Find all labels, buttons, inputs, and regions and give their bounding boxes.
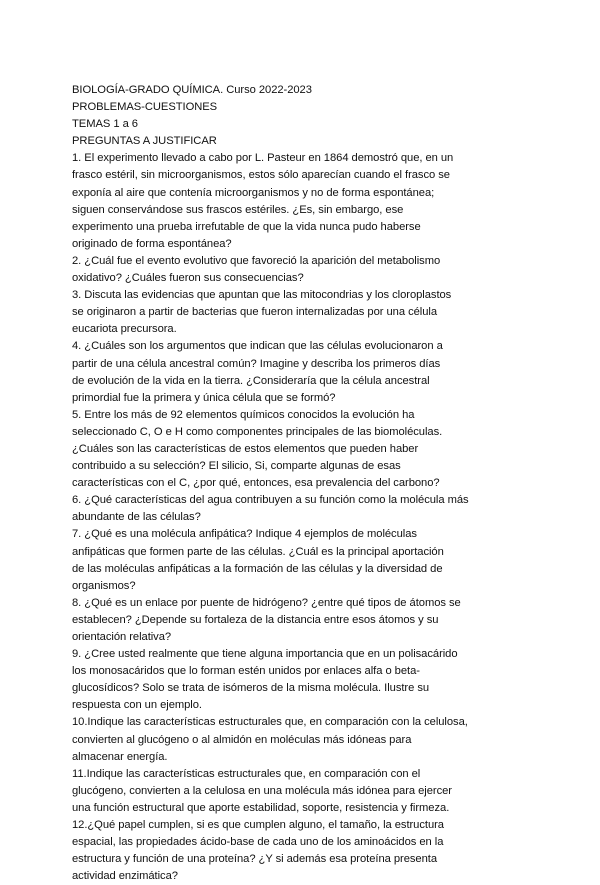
question-6 bbox=[72, 492, 542, 526]
question-line: ¿Cuáles son las características de estos elementos que pueden haber bbox=[72, 442, 419, 455]
question-line: 6. ¿Qué características del agua contribuyen a su función como la molécula más bbox=[72, 494, 469, 507]
question-line: espacial, las propiedades ácido-base de cada uno de los aminoácidos en la bbox=[72, 836, 444, 849]
question-line: estructura y función de una proteína? ¿Y si además esa proteína presenta bbox=[72, 853, 437, 866]
question-line: 10.Indique las características estructurales que, en comparación con la celulosa, bbox=[72, 716, 468, 729]
question-line: almacenar energía. bbox=[72, 750, 168, 763]
question-line: una función estructural que aporte estabilidad, soporte, resistencia y firmeza. bbox=[72, 801, 450, 814]
question-line: 11.Indique las características estructurales que, en comparación con el bbox=[72, 767, 421, 780]
section-heading: PREGUNTAS A JUSTIFICAR bbox=[72, 135, 217, 148]
document-topics: TEMAS 1 a 6 bbox=[72, 118, 138, 131]
question-7 bbox=[72, 526, 542, 594]
question-12 bbox=[72, 817, 542, 885]
question-line: de las moléculas anfipáticas a la formación de las células y la diversidad de bbox=[72, 562, 443, 575]
question-line: 3. Discuta las evidencias que apuntan que las mitocondrias y los cloroplastos bbox=[72, 289, 452, 302]
question-line: glucógeno, convierten a la celulosa en una molécula más idónea para ejercer bbox=[72, 784, 452, 797]
questions-list bbox=[72, 150, 542, 885]
question-line: establecen? ¿Depende su fortaleza de la distancia entre esos átomos y su bbox=[72, 613, 439, 626]
question-9 bbox=[72, 646, 542, 714]
question-line: 12.¿Qué papel cumplen, si es que cumplen alguno, el tamaño, la estructura bbox=[72, 819, 444, 832]
question-line: 1. El experimento llevado a cabo por L. Pasteur en 1864 demostró que, en un bbox=[72, 152, 454, 165]
question-line: 4. ¿Cuáles son los argumentos que indican que las células evolucionaron a bbox=[72, 340, 443, 353]
question-line: originado de forma espontánea? bbox=[72, 237, 232, 250]
question-line: 5. Entre los más de 92 elementos químicos conocidos la evolución ha bbox=[72, 408, 415, 421]
question-line: respuesta con un ejemplo. bbox=[72, 699, 202, 712]
question-line: abundante de las células? bbox=[72, 511, 201, 524]
question-line: partir de una célula ancestral común? Imagine y describa los primeros días bbox=[72, 357, 441, 370]
question-line: eucariota precursora. bbox=[72, 323, 177, 336]
question-line: organismos? bbox=[72, 579, 136, 592]
question-line: frasco estéril, sin microorganismos, estos sólo aparecían cuando el frasco se bbox=[72, 169, 450, 182]
question-line: 2. ¿Cuál fue el evento evolutivo que favoreció la aparición del metabolismo bbox=[72, 254, 441, 267]
question-line: actividad enzimática? bbox=[72, 870, 178, 883]
question-line: los monosacáridos que lo forman estén unidos por enlaces alfa o beta- bbox=[72, 665, 420, 678]
question-line: de evolución de la vida en la tierra. ¿Consideraría que la célula ancestral bbox=[72, 374, 430, 387]
question-line: se originaron a partir de bacterias que fueron internalizadas por una célula bbox=[72, 306, 437, 319]
document-page bbox=[72, 82, 542, 885]
question-line: experimento una prueba irrefutable de que la vida nunca pudo haberse bbox=[72, 220, 421, 233]
question-line: anfipáticas que formen parte de las células. ¿Cuál es la principal aportación bbox=[72, 545, 444, 558]
document-title: BIOLOGÍA-GRADO QUÍMICA. Curso 2022-2023 bbox=[72, 84, 312, 96]
question-line: orientación relativa? bbox=[72, 631, 172, 643]
question-line: oxidativo? ¿Cuáles fueron sus consecuencias? bbox=[72, 272, 304, 285]
question-2 bbox=[72, 253, 542, 287]
question-line: características con el C, ¿por qué, entonces, esa prevalencia del carbono? bbox=[72, 477, 440, 490]
question-line: siguen conservándose sus frascos estériles. ¿Es, sin embargo, ese bbox=[72, 203, 404, 216]
question-5 bbox=[72, 407, 542, 492]
question-line: 9. ¿Cree usted realmente que tiene alguna importancia que en un polisacárido bbox=[72, 648, 458, 661]
question-3 bbox=[72, 287, 542, 338]
question-line: 7. ¿Qué es una molécula anfipática? Indique 4 ejemplos de moléculas bbox=[72, 528, 417, 541]
question-1 bbox=[72, 150, 542, 253]
question-line: seleccionado C, O e H como componentes principales de las biomoléculas. bbox=[72, 425, 443, 438]
question-line: convierten al glucógeno o al almidón en moléculas más idóneas para bbox=[72, 733, 412, 746]
question-line: primordial fue la primera y única célula que se formó? bbox=[72, 391, 336, 404]
document-subtitle: PROBLEMAS-CUESTIONES bbox=[72, 101, 218, 114]
question-10 bbox=[72, 714, 542, 765]
question-4 bbox=[72, 338, 542, 406]
question-line: contribuido a su selección? El silicio, Si, comparte algunas de esas bbox=[72, 460, 401, 473]
question-8 bbox=[72, 595, 542, 646]
question-line: glucosídicos? Solo se trata de isómeros de la misma molécula. Ilustre su bbox=[72, 682, 430, 695]
question-11 bbox=[72, 766, 542, 817]
question-line: 8. ¿Qué es un enlace por puente de hidrógeno? ¿entre qué tipos de átomos se bbox=[72, 596, 461, 609]
question-line: exponía al aire que contenía microorganismos y no de forma espontánea; bbox=[72, 186, 435, 199]
